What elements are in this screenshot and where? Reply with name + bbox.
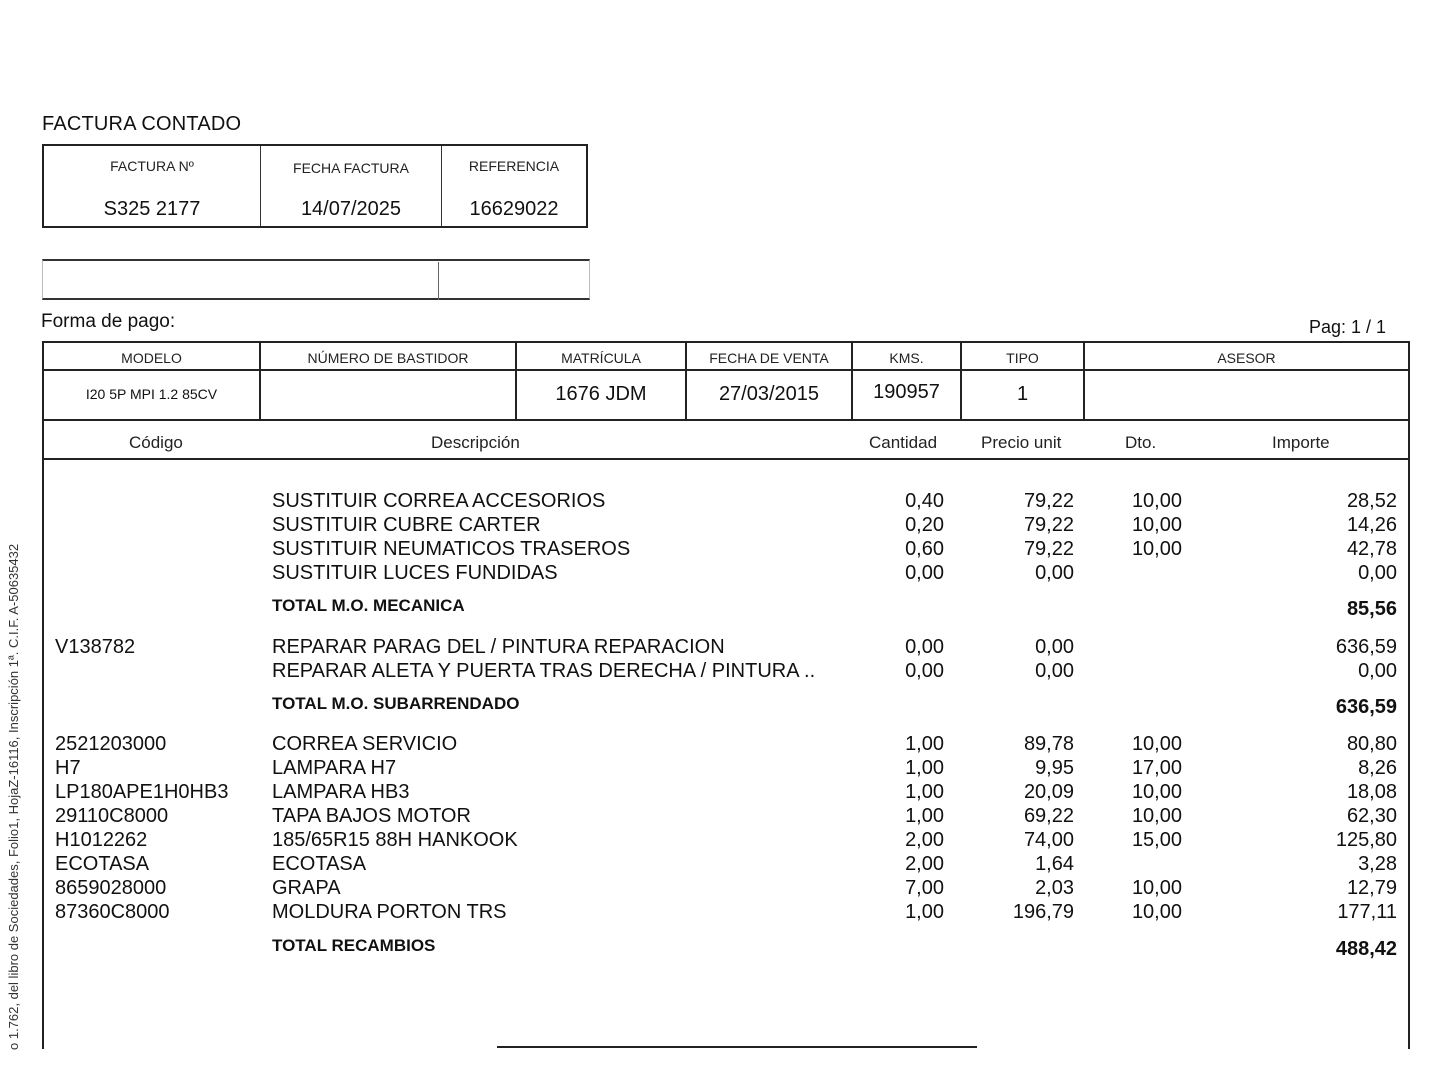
- line-description: ECOTASA: [272, 853, 367, 875]
- line-description: LAMPARA HB3: [272, 781, 410, 803]
- line-unit-price: 79,22: [1023, 490, 1074, 512]
- line-code: LP180APE1H0HB3: [55, 781, 229, 803]
- line-unit-price: 0,00: [1035, 636, 1074, 658]
- subtotal-label: TOTAL M.O. SUBARRENDADO: [272, 694, 520, 713]
- invoice-date-value: 14/07/2025: [300, 198, 402, 220]
- line-item-row: [0, 853, 1440, 877]
- payment-method-label: Forma de pago:: [41, 311, 176, 332]
- line-amount: 125,80: [1335, 829, 1397, 851]
- line-quantity: 2,00: [905, 829, 944, 851]
- line-description: 185/65R15 88H HANKOOK: [272, 829, 518, 851]
- line-quantity: 0,00: [905, 562, 944, 584]
- line-item-row: [0, 562, 1440, 586]
- line-amount: 636,59: [1335, 636, 1397, 658]
- line-code: ECOTASA: [55, 853, 150, 875]
- model-label: MODELO: [121, 350, 182, 366]
- line-item-row: [0, 490, 1440, 514]
- line-unit-price: 79,22: [1023, 514, 1074, 536]
- document-title: FACTURA CONTADO: [42, 113, 242, 135]
- type-value: 1: [1016, 383, 1029, 405]
- chassis-number-label: NÚMERO DE BASTIDOR: [307, 350, 469, 366]
- line-unit-price: 89,78: [1023, 733, 1074, 755]
- registry-note: o 1.762, del libro de Sociedades, Folio1, HojaZ-16116, Inscripción 1ª. C.I.F. A-50635432: [6, 543, 21, 1050]
- line-code: 29110C8000: [55, 805, 169, 827]
- plate-value: 1676 JDM: [555, 383, 647, 405]
- line-item-row: [0, 877, 1440, 901]
- invoice-header-box: [42, 144, 588, 228]
- line-quantity: 7,00: [905, 877, 944, 899]
- line-description: SUSTITUIR LUCES FUNDIDAS: [272, 562, 558, 584]
- line-amount: 12,79: [1346, 877, 1397, 899]
- line-item-row: [0, 757, 1440, 781]
- model-value: I20 5P MPI 1.2 85CV: [85, 386, 218, 402]
- subtotal-label: TOTAL M.O. MECANICA: [272, 596, 465, 615]
- line-discount: 10,00: [1131, 514, 1182, 536]
- line-amount: 0,00: [1358, 562, 1397, 584]
- line-description: TAPA BAJOS MOTOR: [272, 805, 471, 827]
- line-description: MOLDURA PORTON TRS: [272, 901, 507, 923]
- line-item-row: [0, 805, 1440, 829]
- line-unit-price: 20,09: [1023, 781, 1074, 803]
- reference-cell: [442, 146, 586, 226]
- line-discount: 15,00: [1131, 829, 1182, 851]
- line-description: REPARAR ALETA Y PUERTA TRAS DERECHA / PINTURA ..: [272, 660, 816, 682]
- footer-rule: [497, 1046, 977, 1048]
- line-unit-price: 79,22: [1023, 538, 1074, 560]
- line-description: GRAPA: [272, 877, 341, 899]
- invoice-date-label: FECHA FACTURA: [293, 160, 409, 176]
- subtotal-row: [0, 936, 1440, 960]
- line-unit-price: 2,03: [1035, 877, 1074, 899]
- line-discount: 10,00: [1131, 877, 1182, 899]
- line-item-row: [0, 514, 1440, 538]
- line-description: SUSTITUIR CUBRE CARTER: [272, 514, 541, 536]
- subtotal-amount: 85,56: [1346, 598, 1397, 620]
- line-amount: 80,80: [1346, 733, 1397, 755]
- col-header-amount: Importe: [1272, 433, 1330, 452]
- kms-value: 190957: [873, 381, 940, 403]
- reference-label: REFERENCIA: [468, 158, 560, 174]
- line-unit-price: 69,22: [1023, 805, 1074, 827]
- subtotal-amount: 488,42: [1335, 938, 1397, 960]
- line-amount: 3,28: [1358, 853, 1397, 875]
- subtotal-row: [0, 596, 1440, 620]
- invoice-number-value: S325 2177: [103, 198, 201, 220]
- line-item-row: [0, 781, 1440, 805]
- line-item-row: [0, 636, 1440, 660]
- line-unit-price: 1,64: [1035, 853, 1074, 875]
- col-header-description: Descripción: [431, 433, 520, 452]
- type-label: TIPO: [1006, 350, 1039, 366]
- invoice-number-cell: [44, 146, 261, 226]
- line-quantity: 0,20: [905, 514, 944, 536]
- line-description: SUSTITUIR CORREA ACCESORIOS: [272, 490, 606, 512]
- line-discount: 10,00: [1131, 901, 1182, 923]
- line-discount: 10,00: [1131, 781, 1182, 803]
- col-header-discount: Dto.: [1125, 433, 1157, 452]
- line-discount: 10,00: [1131, 733, 1182, 755]
- empty-box-divider: [438, 262, 439, 300]
- line-amount: 28,52: [1346, 490, 1397, 512]
- subtotal-amount: 636,59: [1335, 696, 1397, 718]
- lines-header-divider: [42, 458, 1410, 460]
- line-quantity: 1,00: [905, 757, 944, 779]
- line-item-row: [0, 733, 1440, 757]
- line-quantity: 1,00: [905, 805, 944, 827]
- subtotal-row: [0, 694, 1440, 718]
- line-code: H1012262: [55, 829, 148, 851]
- line-code: 8659028000: [55, 877, 167, 899]
- line-quantity: 1,00: [905, 901, 944, 923]
- line-description: LAMPARA H7: [272, 757, 397, 779]
- line-unit-price: 0,00: [1035, 562, 1074, 584]
- line-item-row: [0, 660, 1440, 684]
- line-code: V138782: [55, 636, 136, 658]
- line-code: 87360C8000: [55, 901, 170, 923]
- line-code: 2521203000: [55, 733, 167, 755]
- line-unit-price: 196,79: [1012, 901, 1074, 923]
- line-amount: 177,11: [1337, 901, 1397, 923]
- line-description: REPARAR PARAG DEL / PINTURA REPARACION: [272, 636, 725, 658]
- line-code: H7: [55, 757, 81, 779]
- line-amount: 14,26: [1346, 514, 1397, 536]
- reference-value: 16629022: [469, 198, 559, 220]
- empty-info-box: [42, 259, 590, 300]
- line-amount: 18,08: [1346, 781, 1397, 803]
- line-discount: 17,00: [1131, 757, 1182, 779]
- line-unit-price: 9,95: [1035, 757, 1074, 779]
- line-quantity: 2,00: [905, 853, 944, 875]
- col-header-unit-price: Precio unit: [981, 433, 1062, 452]
- line-description: CORREA SERVICIO: [272, 733, 458, 755]
- line-item-row: [0, 829, 1440, 853]
- line-quantity: 0,00: [905, 636, 944, 658]
- col-header-quantity: Cantidad: [869, 433, 938, 452]
- line-discount: 10,00: [1131, 538, 1182, 560]
- line-unit-price: 74,00: [1023, 829, 1074, 851]
- line-amount: 62,30: [1346, 805, 1397, 827]
- line-item-row: [0, 901, 1440, 925]
- advisor-label: ASESOR: [1217, 350, 1276, 366]
- col-header-code: Código: [129, 433, 183, 452]
- line-unit-price: 0,00: [1035, 660, 1074, 682]
- sale-date-label: FECHA DE VENTA: [709, 350, 829, 366]
- sale-date-value: 27/03/2015: [718, 383, 820, 405]
- subtotal-label: TOTAL RECAMBIOS: [272, 936, 436, 955]
- line-amount: 0,00: [1358, 660, 1397, 682]
- line-quantity: 1,00: [905, 733, 944, 755]
- line-discount: 10,00: [1131, 805, 1182, 827]
- kms-label: KMS.: [889, 350, 924, 366]
- line-quantity: 0,40: [905, 490, 944, 512]
- line-discount: 10,00: [1131, 490, 1182, 512]
- line-quantity: 1,00: [905, 781, 944, 803]
- line-amount: 8,26: [1358, 757, 1397, 779]
- line-quantity: 0,60: [905, 538, 944, 560]
- page-number: Pag: 1 / 1: [1309, 317, 1387, 337]
- invoice-number-label: FACTURA Nº: [110, 158, 194, 174]
- line-item-row: [0, 538, 1440, 562]
- line-quantity: 0,00: [905, 660, 944, 682]
- line-description: SUSTITUIR NEUMATICOS TRASEROS: [272, 538, 631, 560]
- vehicle-table-divider: [42, 369, 1410, 371]
- plate-label: MATRÍCULA: [561, 350, 641, 366]
- invoice-date-cell: [261, 146, 442, 226]
- line-amount: 42,78: [1346, 538, 1397, 560]
